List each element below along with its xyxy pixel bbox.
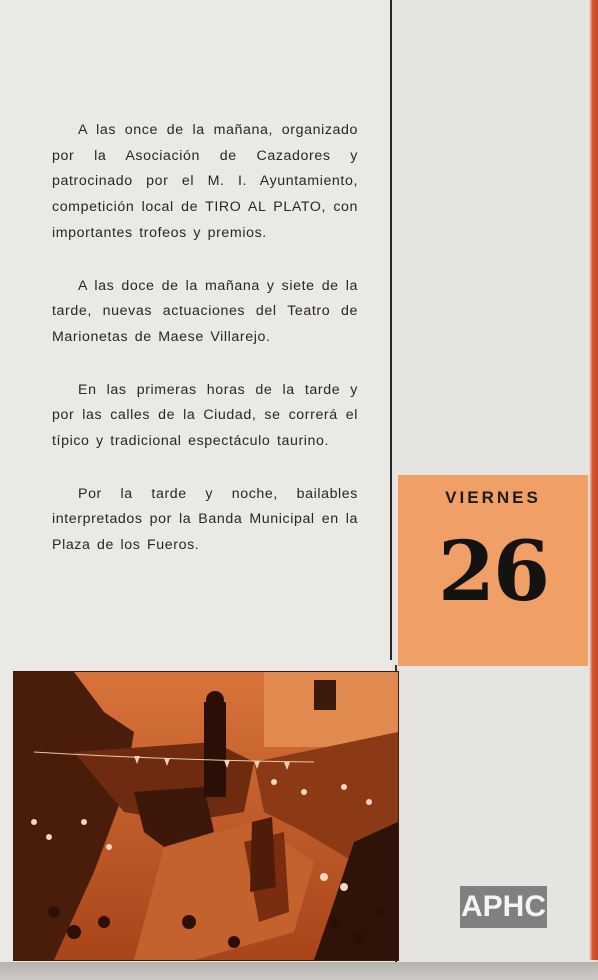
- paragraph-tiro-al-plato: A las once de la mañana, organizado por la Asociación de Cazadores y patrocinado por el M. I. Ayuntamiento, competición local de TIRO AL PLATO, con importantes trofeos y premios.: [52, 122, 358, 241]
- paragraph-marionetas: A las doce de la mañana y siete de la tarde, nuevas actuaciones del Teatro de Marionetas de Maese Villarejo.: [52, 277, 358, 345]
- paragraph-espectaculo-taurino: En las primeras horas de la tarde y por las calles de la Ciudad, se correrá el típico y tradicional espectáculo taurino.: [52, 381, 358, 450]
- day-name: VIERNES: [445, 488, 541, 507]
- photo-image: [14, 672, 398, 960]
- event-text: [52, 118, 358, 586]
- day-number: 26: [437, 524, 549, 620]
- date-box: [398, 475, 588, 666]
- aphc-watermark: APHC: [460, 886, 547, 928]
- paragraph-bailables: Por la tarde y noche, bailables interpretados por la Banda Municipal en la Plaza de los Fueros.: [52, 485, 358, 554]
- bottom-page-edge: [0, 962, 598, 980]
- festival-crowd-photo: [13, 671, 399, 961]
- red-page-edge: [589, 0, 598, 960]
